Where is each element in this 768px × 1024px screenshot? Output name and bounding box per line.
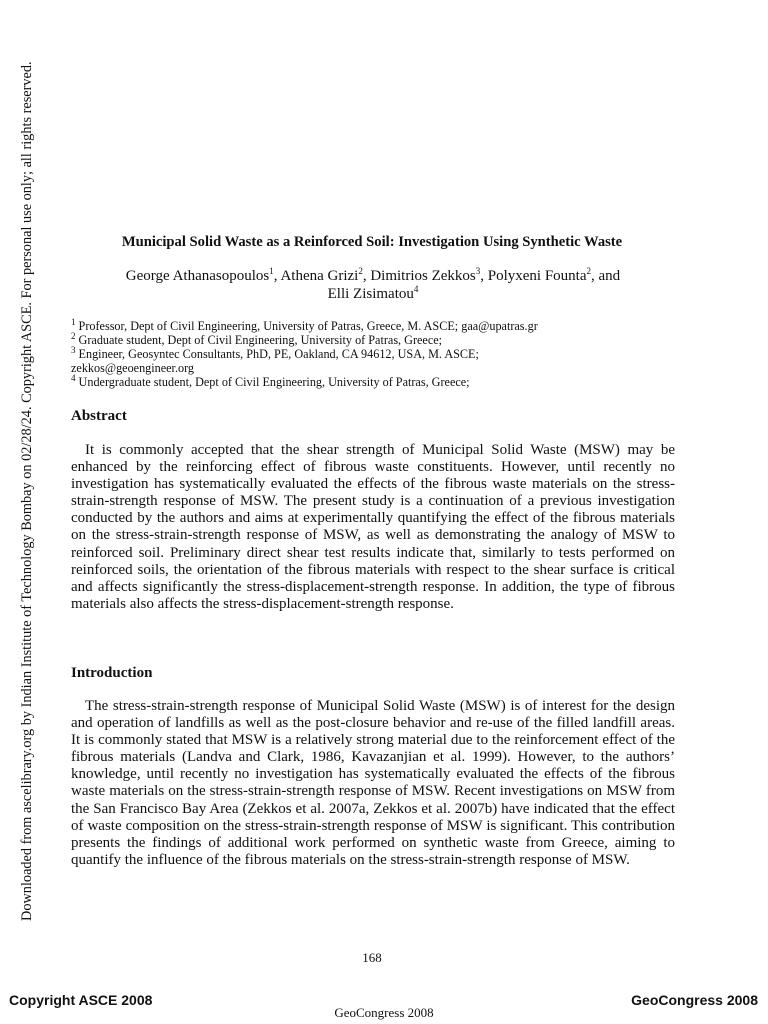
affiliation-line — [71, 372, 676, 389]
download-notice-text: Downloaded from ascelibrary.org by Indian Institute of Technology Bombay on 02/28/24. Copyright ASCE. For personal use only; all rights reserved. — [19, 61, 35, 921]
affiliation-list — [71, 316, 676, 389]
affiliation-line — [71, 361, 676, 375]
author-affil-mark: 2 — [586, 266, 592, 276]
abstract-heading: Abstract — [71, 408, 127, 424]
footer-center-conference: GeoCongress 2008 — [334, 1005, 434, 1020]
affiliation-line — [71, 316, 676, 333]
affiliation-text: Graduate student, Dept of Civil Engineering, University of Patras, Greece; — [75, 333, 443, 347]
introduction-paragraph: The stress-strain-strength response of Municipal Solid Waste (MSW) is of interest for the design and operation of landfills as well as the post-closure behavior and re-use of the filled landfill areas. It is commonly stated that MSW is a relatively strong material due to the reinforcement effect of the fibrous materials (Landva and Clark, 1986, Kavazanjian et al. 1999). However, to the authors’ knowledge, until recently no investigation has systematically evaluated the effects of the fibrous waste materials on the stress-strain-strength response of MSW. Recent investigations on MSW from the San Francisco Bay Area (Zekkos et al. 2007a, Zekkos et al. 2007b) have indicated that the effect of waste composition on the stress-strain-strength response of MSW is significant. This contribution presents the findings of additional work performed on synthetic waste from Greece, aiming to quantify the influence of the fibrous materials on the stress-strain-strength response of MSW. — [71, 698, 675, 868]
author-affil-mark: 4 — [413, 284, 419, 294]
author-name: Athena Grizi — [280, 268, 359, 284]
footer-copyright: Copyright ASCE 2008 — [9, 992, 153, 1008]
author-separator: , and — [591, 268, 621, 284]
author-affil-mark: 1 — [269, 266, 274, 276]
introduction-heading: Introduction — [71, 665, 153, 681]
author-list — [74, 267, 672, 303]
author-separator: , — [273, 268, 281, 284]
affil-mark: 2 — [71, 330, 76, 341]
affil-mark: 4 — [71, 372, 76, 383]
affiliation-line — [71, 330, 676, 347]
author-name: Polyxeni Founta — [487, 268, 587, 284]
footer-conference: GeoCongress 2008 — [631, 992, 758, 1008]
author-affil-mark: 2 — [358, 266, 363, 276]
author-name: George Athanasopoulos — [125, 268, 270, 284]
affil-mark: 1 — [71, 316, 76, 327]
affiliation-text: zekkos@geoengineer.org — [71, 361, 195, 375]
affiliation-text: Professor, Dept of Civil Engineering, University of Patras, Greece, M. ASCE; gaa@upatras.gr — [75, 319, 538, 333]
affiliation-line — [71, 344, 676, 361]
author-name: Dimitrios Zekkos — [370, 268, 476, 284]
page-number: 168 — [362, 950, 382, 965]
paper-title: Municipal Solid Waste as a Reinforced Soil: Investigation Using Synthetic Waste — [121, 234, 623, 250]
download-notice — [5, 0, 35, 1024]
affiliation-text: Undergraduate student, Dept of Civil Engineering, University of Patras, Greece; — [75, 375, 470, 389]
author-name: Elli Zisimatou — [327, 286, 414, 302]
abstract-paragraph: It is commonly accepted that the shear strength of Municipal Solid Waste (MSW) may be enhanced by the reinforcing effect of fibrous waste constituents. However, until recently no investigation has systematically evaluated the effects of the fibrous waste materials on the stress-strain-strength response of MSW. The present study is a continuation of a previous investigation conducted by the authors and aims at experimentally quantifying the effect of the fibrous materials on the stress-strain-strength response of MSW, as well as demonstrating the analogy of MSW to reinforced soil. Preliminary direct shear test results indicate that, similarly to tests performed on reinforced soils, the orientation of the fibrous materials with respect to the shear surface is critical and affects significantly the stress-displacement-strength response. In addition, the type of fibrous materials also affects the stress-displacement-strength response. — [71, 442, 675, 612]
affiliation-text: Engineer, Geosyntec Consultants, PhD, PE, Oakland, CA 94612, USA, M. ASCE; — [75, 347, 479, 361]
author-affil-mark: 3 — [475, 266, 481, 276]
affil-mark: 3 — [71, 344, 76, 355]
author-separator: , — [480, 268, 488, 284]
author-separator: , — [362, 268, 371, 284]
